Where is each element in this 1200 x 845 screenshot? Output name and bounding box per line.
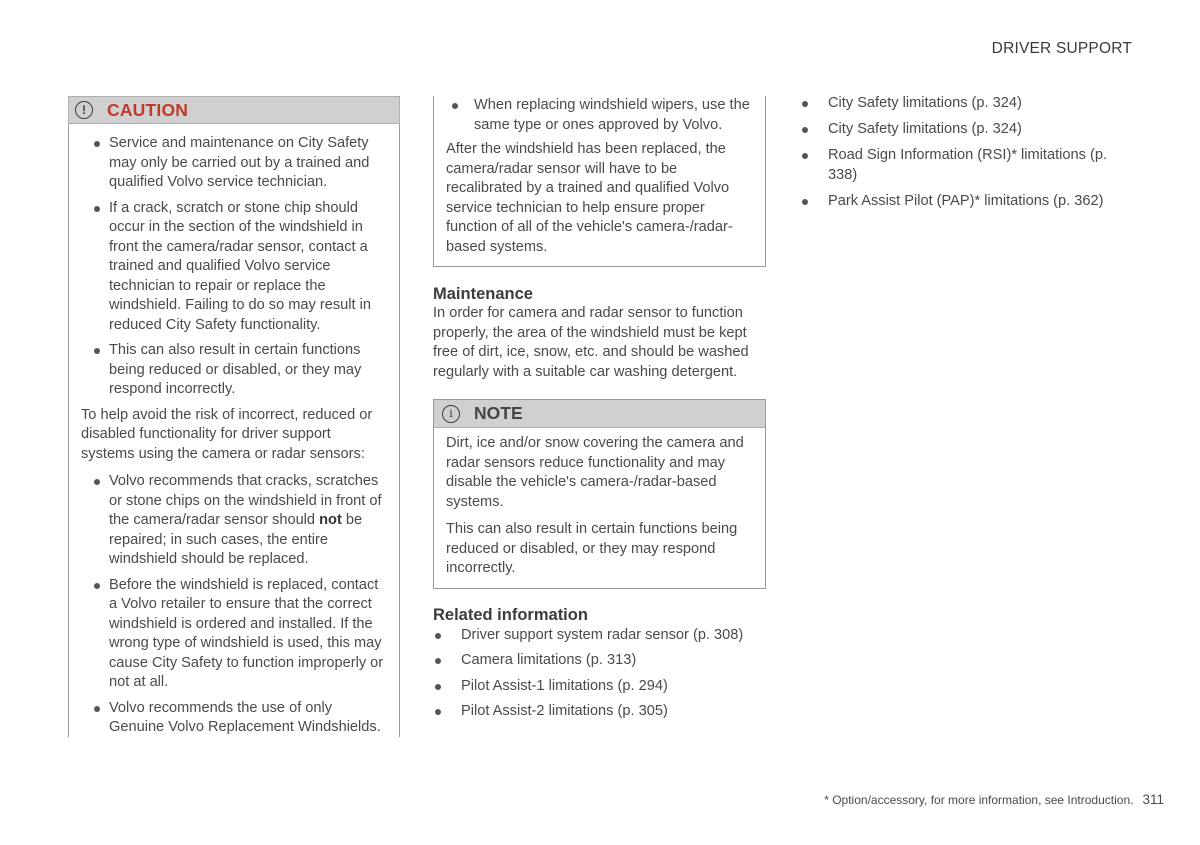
note-paragraph-2: This can also result in certain functions being reduced or disabled, or they may respond incorrectly.: [446, 521, 738, 576]
caution-cont-paragraph: After the windshield has been replaced, the camera/radar sensor will have to be recalibrated by a trained and qualified Volvo service technician to help ensure proper function of all of the vehicle's camera-/radar-based systems.: [446, 141, 733, 255]
caution-body: [69, 124, 399, 738]
bullet-text-pre: Volvo recommends that cracks, scratches or stone chips on the windshield in front of the camera/radar sensor should: [109, 473, 382, 528]
related-link[interactable]: Road Sign Information (RSI)* limitations (p. 338): [800, 146, 1140, 185]
note-box: [433, 399, 766, 589]
footnote: * Option/accessory, for more information, see Introduction.: [824, 793, 1134, 807]
maintenance-heading: Maintenance: [433, 285, 533, 303]
caution-paragraph: To help avoid the risk of incorrect, reduced or disabled functionality for driver support systems using the camera or radar sensors:: [81, 406, 373, 462]
note-body: [434, 428, 765, 588]
list-item: If a crack, scratch or stone chip should occur in the section of the windshield in front the camera/radar sensor, contact a trained and qualified Volvo service technician to repair or replace the windshield. Failing to do so may result in reduced City Safety functionality.: [81, 199, 387, 336]
list-item: Service and maintenance on City Safety may only be carried out by a trained and qualified Volvo service technician.: [81, 134, 387, 193]
note-label: NOTE: [474, 403, 523, 423]
note-paragraph-1: Dirt, ice and/or snow covering the camera and radar sensors reduce functionality and may disable the vehicle's camera-/radar-based systems.: [446, 435, 744, 510]
caution-cont-list: [446, 96, 753, 135]
related-link[interactable]: Pilot Assist-2 limitations (p. 305): [433, 702, 766, 722]
middle-column: [433, 96, 766, 728]
related-info-list-continued: [800, 94, 1140, 211]
related-link[interactable]: Park Assist Pilot (PAP)* limitations (p. 362): [800, 192, 1140, 212]
related-link[interactable]: City Safety limitations (p. 324): [800, 120, 1140, 140]
caution-column: [68, 96, 400, 737]
bullet-text-post: be repaired; in such cases, the entire windshield should be replaced.: [109, 512, 363, 567]
related-link[interactable]: Camera limitations (p. 313): [433, 651, 766, 671]
related-info-list: [433, 626, 766, 722]
related-link[interactable]: Pilot Assist-1 limitations (p. 294): [433, 677, 766, 697]
related-info-section: [433, 605, 766, 722]
list-item: Before the windshield is replaced, contact a Volvo retailer to ensure that the correct windshield is ordered and installed. If the wrong type of windshield is used, this may cause City Safety to function improperly or not at all.: [81, 576, 387, 693]
caution-box-continued: [433, 96, 766, 267]
list-item: Volvo recommends the use of only Genuine Volvo Replacement Windshields.: [81, 699, 387, 738]
maintenance-section: [433, 284, 766, 382]
related-link[interactable]: City Safety limitations (p. 324): [800, 94, 1140, 114]
list-item: [81, 472, 387, 570]
caution-label: CAUTION: [107, 99, 189, 120]
maintenance-text: In order for camera and radar sensor to function properly, the area of the windshield must be kept free of dirt, ice, snow, etc. and should be washed regularly with a suitable car washing detergent.: [433, 305, 749, 380]
caution-list-1: [81, 134, 387, 400]
warning-icon: !: [75, 101, 93, 119]
caution-list-2: [81, 472, 387, 738]
page-footer: [824, 792, 1164, 807]
related-info-heading: Related information: [433, 605, 588, 624]
caution-box: [68, 96, 400, 737]
related-link[interactable]: Driver support system radar sensor (p. 308): [433, 626, 766, 646]
list-item: This can also result in certain functions being reduced or disabled, or they may respond incorrectly.: [81, 341, 387, 400]
page-number: 311: [1142, 792, 1164, 807]
caution-header: [68, 96, 400, 124]
list-item: When replacing windshield wipers, use the same type or ones approved by Volvo.: [446, 96, 753, 135]
right-column: [800, 94, 1140, 218]
note-header: [434, 400, 765, 428]
info-icon: i: [442, 405, 460, 423]
section-header: DRIVER SUPPORT: [991, 40, 1132, 57]
bullet-text-bold: not: [319, 512, 342, 528]
